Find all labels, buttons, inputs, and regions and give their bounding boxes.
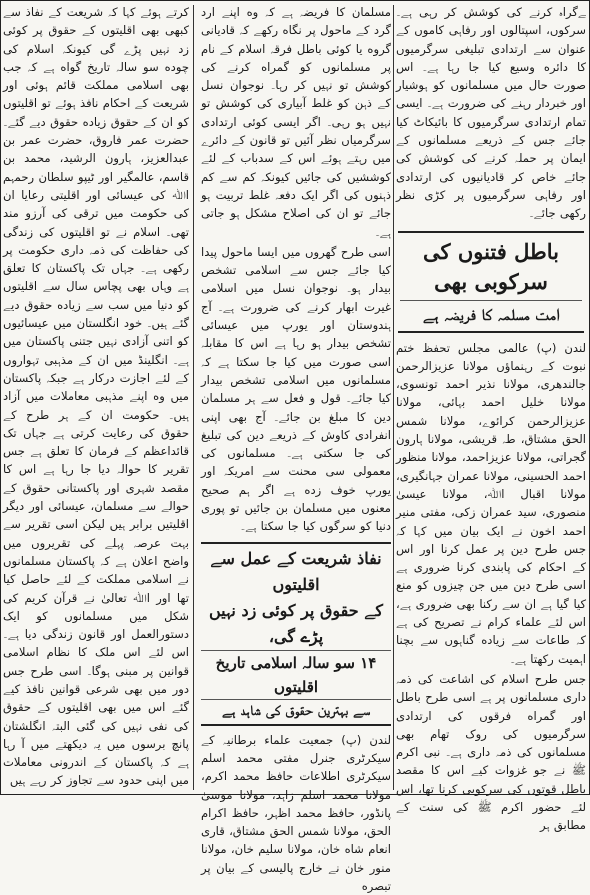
- column-right: [396, 3, 586, 833]
- article-paragraph: ﮐﺮﺗﮯ ﮨﻮﺋﮯ ﮐﮩﺎ ﮐﮧ ﺷﺮﯾﻌﺖ ﮐﮯ ﻧﻔﺎذ ﺳﮯ ﮐﺒﮭﯽ ﺑﮭﯽ اﻗﻠﯿﺘﻮں ﮐﮯ ﺣﻘﻮق ﭘﺮ ﮐﻮﺋﯽ زد ﻧﮩﯿﮟ ﭘﮍے ﮔﯽ ﮐﯿﻮﻧﮑﮧ اﺳﻼم ﮐﯽ ﭼﻮده ﺳﻮ ﺳﺎﻟﮧ ﺗﺎرﯾﺦ ﮔﻮاه ﮨﮯ ﮐﮧ ﺟﺐ ﺑﮭﯽ اﺳﻼﻣﯽ ﻣﻤﻠﮑﺖ ﻗﺎﺋﻢ ﮨﻮﺋﯽ اور ﺷﺮﯾﻌﺖ ﮐﮯ اﺣﮑﺎم ﻧﺎﻓﺬ ﮨﻮﺋﮯ ﺗﻮ اﻗﻠﯿﺘﻮں ﮐﻮ ان ﮐﮯ ﺣﻘﻮق زﯾﺎده ﺣﻘﻮق دﯾﮯ ﮔﺌﮯ۔ ﺣﻀﺮت ﻋﻤﺮ ﻓﺎروق، ﺣﻀﺮت ﻋﻤﺮ ﺑﻦ ﻋﺒﺪاﻟﻌﺰﯾﺰ، ﮨﺎرون اﻟﺮﺷﯿﺪ، ﻣﺤﻤﺪ ﺑﻦ ﻗﺎﺳﻢ، ﻋﺎﻟﻤﮕﯿﺮ اور ﭨﯿﭙﻮ ﺳﻠﻄﺎن رﺣﻤﮩﻢ اﷲ ﮐﯽ ﻋﯿﺴﺎﺋﯽ اور اﻗﻠﯿﺘﯽ رﻋﺎﯾﺎ ان ﮐﯽ ﺣﮑﻮﻣﺖ ﻣﯿﮟ ﺗﺮﻗﯽ ﮐﯽ آرزو ﻣﻨﺪ ﺗﮭﯽ۔ اﺳﻼم ﻧﮯ ﺗﻮ اﻗﻠﯿﺘﻮں ﮐﯽ زﻧﺪﮔﯽ ﮐﯽ ﺣﻔﺎﻇﺖ ﮐﯽ ذﻣﮧ داری ﺣﮑﻮﻣﺖ ﭘﺮ رﮐﮭﯽ ﮨﮯ۔ ﺟﮩﺎں ﺗﮏ ﭘﺎﮐﺴﺘﺎن ﮐﺎ ﺗﻌﻠﻖ ﮨﮯ وﮨﺎں ﺑﮭﯽ ﭘﭽﺎس ﺳﺎل ﺳﮯ اﻗﻠﯿﺘﻮں ﮐﻮ دﻧﯿﺎ ﻣﯿﮟ ﺳﺐ ﺳﮯ زﯾﺎده ﺣﻘﻮق دﯾﮯ ﮔﺌﮯ ﮨﯿﮟ۔ ﺧﻮد اﻧﮕﻠﺴﺘﺎن ﻣﯿﮟ ﻋﯿﺴﺎﺋﯿﻮں ﮐﻮ اﺗﻨﯽ آزادی ﻧﮩﯿﮟ ﺟﺘﻨﯽ ﭘﺎﮐﺴﺘﺎن ﻣﯿﮟ ﮨﮯ۔ اﻧﮕﻠﯿﻨﮉ ﻣﯿﮟ ان ﮐﮯ ﻣﺬﮨﺒﯽ ﺗﮩﻮاروں ﮐﮯ ﻟﺌﮯ اﺟﺎزت درﮐﺎر ﮨﮯ ﺟﺒﮑﮧ ﭘﺎﮐﺴﺘﺎن ﻣﯿﮟ وه اﭘﻨﮯ ﻣﺬﮨﺒﯽ ﻣﻌﺎﻣﻼت ﻣﯿﮟ آزاد ﮨﯿﮟ۔ ﺣﮑﻮﻣﺖ ان ﮐﮯ ﮨﺮ ﻃﺮح ﮐﮯ ﺣﻘﻮق ﮐﯽ رﻋﺎﯾﺖ ﮐﺮﺗﯽ ﮨﮯ ﺟﮩﺎں ﺗﮏ ﻗﺎﺋﺪاﻋﻈﻢ ﮐﮯ ﻓﺮﻣﺎن ﮐﺎ ﺗﻌﻠﻖ ﮨﮯ ﺟﺲ ﺗﻘﺮﯾﺮ ﮐﺎ ﺣﻮاﻟﮧ دﯾﺎ ﺟﺎ رﮨﺎ ﮨﮯ اس ﮐﺎ ﻣﻘﺼﺪ ﺷﮩﺮی اور ﭘﺎﮐﺴﺘﺎﻧﯽ ﺣﻘﻮق ﮐﮯ ﺣﻮاﻟﮯ ﺳﮯ ﻣﺴﻠﻤﺎن، ﻋﯿﺴﺎﺋﯽ اور دﯾﮕﺮ اﻗﻠﯿﺘﯿﮟ ﺑﺮاﺑﺮ ﮨﯿﮟ ﻟﯿﮑﻦ اﺳﯽ ﺗﻘﺮﯾﺮ ﺳﮯ ﺑﮩﺖ ﻋﺮﺻﮧ ﭘﮩﻠﮯ ﮐﯽ ﺗﻘﺮﯾﺮوں ﻣﯿﮟ واﺿﺢ اﻋﻼن ﮨﮯ ﮐﮧ ﭘﺎﮐﺴﺘﺎن ﻣﺴﻠﻤﺎﻧﻮں ﻧﮯ اﺳﻼﻣﯽ ﻣﻤﻠﮑﺖ ﮐﮯ ﻟﺌﮯ ﺣﺎﺻﻞ ﮐﯿﺎ ﺗﮭﺎ اور اﷲ ﺗﻌﺎﻟﯽٰ ﻧﮯ ﻗﺮآن ﮐﺮﯾﻢ ﮐﯽ ﺷﮑﻞ ﻣﯿﮟ ﻣﺴﻠﻤﺎﻧﻮں ﮐﻮ اﯾﮏ دﺳﺘﻮراﻟﻌﻤﻞ اور ﻗﺎﻧﻮن زﻧﺪﮔﯽ دﯾﺎ ﮨﮯ۔ اس ﻟﺌﮯ اس ﻣﻠﮏ ﮐﺎ ﻧﻈﺎم اﺳﻼﻣﯽ ﻗﻮاﻧﯿﻦ ﭘﺮ ﻣﺒﻨﯽ ﮨﻮﮔﺎ۔ اﺳﯽ ﻃﺮح ﺟﺲ دور ﻣﯿﮟ ﺑﮭﯽ ﺷﺮﻋﯽ ﻗﻮاﻧﯿﻦ ﻧﺎﻓﺬ ﮐﯿﮯ ﮔﺌﮯ اس ﻣﯿﮟ ﺑﮭﯽ اﻗﻠﯿﺘﻮں ﮐﮯ ﺣﻘﻮق ﮐﯽ ﻧﻔﯽ ﻧﮩﯿﮟ ﮐﯽ ﮔﺌﯽ اﻟﺒﺘﮧ اﻧﮕﻠﺸﺘﺎن ﭘﺎﻧﭻ ﺑﺮﺳﻮں ﻣﯿﮟ ﯾﮧ دﯾﮑﮭﺘﮯ ﻣﯿﮟ آ رﮨﺎ ﮨﮯ ﮐﮧ ﭘﺎﮐﺴﺘﺎن ﮐﮯ اﻧﺪروﻧﯽ ﻣﻌﺎﻣﻼت ﻣﯿﮟ اﭘﻨﯽ ﺣﺪود ﺳﮯ ﺗﺠﺎوز ﮐﺮ رﮨﮯ ﮨﯿﮟ: [3, 5, 189, 788]
- headline-line: ﮐﮯ ﺣﻘﻮق ﭘﺮ ﮐﻮﺋﯽ زد ﻧﮩﯿﮟ ﭘﮍے ﮔﯽ،: [208, 600, 384, 646]
- column-divider: [193, 5, 194, 790]
- headline-box: [201, 542, 391, 726]
- headline-line: ۱۴ ﺳﻮ ﺳﺎﻟﮧ اﺳﻼﻣﯽ ﺗﺎرﯾﺦ اﻗﻠﯿﺘﻮں: [201, 650, 391, 700]
- headline-main: ﺑﺎﻃﻞ ﻓﺘﻨﻮں ﮐﯽ ﺳﺮﮐﻮﺑﯽ ﺑﮭﯽ: [423, 238, 559, 294]
- column-divider: [393, 5, 394, 790]
- article-paragraph: ﮯﮔﺮاہ ﮐﺮﻧﮯ ﮐﯽ ﮐﻮﺷﺶ ﮐﺮ رﮨﯽ ﮨﮯ۔ ﺳﺮﮐﻮں، اﺳﭙﺘﺎﻟﻮں اور رﻓﺎﮨﯽ ﮐﺎﻣﻮں ﮐﮯ ﻋﻨﻮان ﺳﮯ ارﺗﺪادی ﺗﺒﻠﯿﻐﯽ ﺳﺮﮔﺮﻣﯿﻮں ﮐﺎ داﺋﺮه وﺳﯿﻊ ﮐﯿﺎ ﺟﺎ رﮨﺎ ﮨﮯ۔ اس ﺻﻮرت ﺣﺎل ﻣﯿﮟ ﻣﺴﻠﻤﺎﻧﻮں ﮐﻮ ﮨﻮﺷﯿﺎر اور ﺧﺒﺮدار رﮨﻨﮯ ﮐﯽ ﺿﺮورت ﮨﮯ۔ اﯾﺴﯽ ﺗﻤﺎم ارﺗﺪادی ﺳﺮﮔﺮﻣﯿﻮں ﮐﺎ ﺑﺎﺋﯿﮑﺎٹ ﮐﯿﺎ ﺟﺎﺋﮯ ﺟﺲ ﮐﮯ ذرﯾﻌﮯ ﻣﺴﻠﻤﺎﻧﻮں ﮐﮯ اﯾﻤﺎن ﭘﺮ ﺣﻤﻠﮧ ﮐﺮﻧﮯ ﮐﯽ ﮐﻮﺷﺶ ﮐﯽ ﺟﺎﺋﮯ ﺧﺎص ﮐﺮ ﻗﺎدﯾﺎﻧﯿﻮں ﮐﯽ ارﺗﺪادی اور رﻓﺎﮨﯽ ﺳﺮﮔﺮﻣﯿﻮں ﭘﺮ ﮐﮍی ﻧﻈﺮ رﮐﮭﯽ ﺟﺎﺋﮯ۔: [396, 5, 586, 221]
- article-paragraph: ﻟﻨﺪن (پ) ﺟﻤﻌﯿﺖ ﻋﻠﻤﺎء ﺑﺮﻃﺎﻧﯿﮧ ﮐﮯ ﺳﯿﮑﺮﭨﺮی ﺟﻨﺮل ﻣﻔﺘﯽ ﻣﺤﻤﺪ اﺳﻠﻢ ﺳﯿﮑﺮﭨﺮی اﻃﻼﻋﺎت ﺣﺎﻓﻆ ﻣﺤﻤﺪ اﮐﺮم، ﻣﻮﻻﻧﺎ ﻣﺤﻤﺪ اﺳﻠﻢ زاﮨﺪ، ﻣﻮﻻﻧﺎ ﻣﻮﺳﯽٰ ﭘﺎﻧﮉور، ﺣﺎﻓﻆ ﻣﺤﻤﺪ اﻇﮩﺮ، ﺣﺎﻓﻆ اﮐﺮام اﻟﺤﻖ، ﻣﻮﻻﻧﺎ ﺷﻤﺲ اﻟﺤﻖ ﻣﺸﺘﺎق، ﻗﺎری اﻧﻌﺎم ﺷﺎه ﺧﺎن، ﻣﻮﻻﻧﺎ ﺳﻠﯿﻢ ﺧﺎن، ﻣﻮﻻﻧﺎ ﻣﻨﻮر ﺧﺎن ﻧﮯ ﺧﺎرج ﭘﺎﻟﯿﺴﯽ ﮐﮯ ﺑﯿﺎن ﭘﺮ ﺗﺒﺼﺮه: [201, 732, 391, 893]
- headline-line: ﻧﻔﺎذ ﺷﺮﯾﻌﺖ ﮐﮯ ﻋﻤﻞ ﺳﮯ اﻗﻠﯿﺘﻮں: [210, 548, 382, 594]
- column-middle: [201, 3, 391, 893]
- headline-sub: اﻣﺖ ﻣﺴﻠﻤﮧ ﮐﺎ ﻓﺮﯾﻀﮧ ﮨﮯ: [400, 300, 582, 327]
- headline-box: [398, 231, 584, 333]
- article-paragraph: اﺳﯽ ﻃﺮح ﮔﮭﺮوں ﻣﯿﮟ اﯾﺴﺎ ﻣﺎﺣﻮل ﭘﯿﺪا ﮐﯿﺎ ﺟﺎﺋﮯ ﺟﺲ ﺳﮯ اﺳﻼﻣﯽ ﺗﺸﺨﺺ ﺑﯿﺪار ﮨﻮ۔ ﻧﻮﺟﻮان ﻧﺴﻞ ﻣﯿﮟ اﺳﻼﻣﯽ ﻏﯿﺮت اﺑﮭﺎر ﮐﺮﻧﮯ ﮐﯽ ﺿﺮورت ﮨﮯ۔ آج ﮨﻨﺪوﺳﺘﺎن اور ﯾﻮرپ ﻣﯿﮟ ﻋﯿﺴﺎﺋﯽ ﺗﺸﺨﺺ ﺑﯿﺪار ﮨﻮ رﮨﺎ ﮨﮯ اس ﮐﺎ ﻣﻘﺎﺑﻠﮧ اﺳﯽ ﺻﻮرت ﻣﯿﮟ ﮐﯿﺎ ﺟﺎ ﺳﮑﺘﺎ ﮨﮯ ﮐﮧ ﻣﺴﻠﻤﺎﻧﻮں ﻣﯿﮟ اﺳﻼﻣﯽ ﺗﺸﺨﺺ ﺑﯿﺪار ﮐﯿﺎ ﺟﺎﺋﮯ۔ ﻗﻮل و ﻓﻌﻞ ﺳﮯ ﮨﺮ ﻣﺴﻠﻤﺎن دﯾﻦ ﮐﺎ ﻣﺒﻠﻎ ﺑﻦ ﺟﺎﺋﮯ۔ آج ﺑﮭﯽ اﭘﻨﯽ اﻧﻔﺮادی ﮐﺎوش ﮐﮯ ذرﯾﻌﮯ دﯾﻦ ﮐﯽ ﺗﺒﻠﯿﻎ ﮐﯽ ﺟﺎ ﺳﮑﺘﯽ ﮨﮯ۔ ﻣﺴﻠﻤﺎﻧﻮں ﮐﯽ ﻣﻌﻤﻮﻟﯽ ﺳﯽ ﻣﺤﻨﺖ ﺳﮯ اﻣﺮﯾﮑﮧ اور ﯾﻮرپ ﺧﻮف زده ﮨﮯ اﮔﺮ ﮨﻢ ﺻﺤﯿﺢ ﻣﻌﻨﻮں ﻣﯿﮟ ﻣﺴﻠﻤﺎن ﺑﻦ ﺟﺎﺋﯿﮟ ﺗﻮ ﭘﻮری دﻧﯿﺎ ﮐﻮ ﺳﺮﮔﻮں ﮐﯿﺎ ﺟﺎ ﺳﮑﺘﺎ ﮨﮯ۔: [201, 244, 391, 534]
- article-paragraph: ﻣﺴﻠﻤﺎن ﮐﺎ ﻓﺮﯾﻀﮧ ﮨﮯ ﮐﮧ وه اﭘﻨﮯ ارد ﮔﺮد ﮐﮯ ﻣﺎﺣﻮل ﭘﺮ ﻧﮕﺎه رﮐﮭﮯ ﮐﮧ ﻗﺎدﯾﺎﻧﯽ ﮔﺮوه ﯾﺎ ﮐﻮﺋﯽ ﺑﺎﻃﻞ ﻓﺮﻗﮧ اﺳﻼم ﮐﮯ ﻧﺎم ﭘﺮ ﻣﺴﻠﻤﺎﻧﻮں ﮐﻮ ﮔﻤﺮاه ﮐﺮﻧﮯ ﮐﯽ ﮐﻮﺷﺶ ﺗﻮ ﻧﮩﯿﮟ ﮐﺮ رﮨﺎ۔ ﻧﻮﺟﻮان ﻧﺴﻞ ﮐﮯ ذﮨﻦ ﮐﻮ ﻏﻠﻂ آﺑﯿﺎری ﮐﯽ ﮐﻮﺷﺶ ﺗﻮ ﻧﮩﯿﮟ ﮨﻮ رﮨﯽ۔ اﮔﺮ اﯾﺴﯽ ﮐﻮﺋﯽ ارﺗﺪادی ﺳﺮﮔﺮﻣﯿﺎں ﻧﻈﺮ آﺋﯿﮟ ﺗﻮ ﻗﺎﻧﻮن ﮐﮯ داﺋﺮے ﻣﯿﮟ رﮨﺘﮯ ﮨﻮﺋﮯ اس ﮐﮯ ﺳﺪﺑﺎب ﮐﮯ ﻟﺌﮯ ﮐﻮﺷﺸﯿﮟ ﮐﯽ ﺟﺎﺋﯿﮟ ﮐﯿﻮﻧﮑﮧ ﮐﻢ ﺳﮯ ﮐﻢ ذﮨﻨﻮں ﮐﯽ اﮔﺮ اﯾﮏ دﻓﻌﮧ ﻏﻠﻂ ﺗﺮﺑﯿﺖ ﮨﻮ ﺟﺎﺋﮯ ﺗﻮ ان ﮐﯽ اﺻﻼح ﻣﺸﮑﻞ ﮨﻮ ﺟﺎﺗﯽ ﮨﮯ۔: [201, 5, 391, 239]
- article-paragraph: ﺟﺲ ﻃﺮح اﺳﻼم ﮐﯽ اﺷﺎﻋﺖ ﮐﯽ ذﻣﮧ داری ﻣﺴﻠﻤﺎﻧﻮں ﭘﺮ ﮨﮯ اﺳﯽ ﻃﺮح ﺑﺎﻃﻞ اور ﮔﻤﺮاه ﻓﺮﻗﻮں ﮐﯽ ارﺗﺪادی ﺳﺮﮔﺮﻣﯿﻮں ﮐﯽ روک ﺗﮭﺎم ﺑﮭﯽ ﻣﺴﻠﻤﺎﻧﻮں ﮐﯽ ذﻣﮧ داری ﮨﮯ۔ ﻧﺒﯽ اﮐﺮم ﷺ ﻧﮯ ﺟﻮ ﻏﺰوات ﮐﯿﮯ اس ﮐﺎ ﻣﻘﺼﺪ ﺑﺎﻃﻞ ﻗﻮﺗﻮں ﮐﯽ ﺳﺮﮐﻮﺑﯽ ﮐﺮﻧﺎ ﺗﮭﺎ، اس ﻟﺌﮯ ﺣﻀﻮر اﮐﺮم ﷺ ﮐﯽ ﺳﻨﺖ ﮐﮯ ﻣﻄﺎﺑﻖ ﮨﺮ: [396, 671, 586, 833]
- column-left: [3, 3, 189, 792]
- headline-line: ﺳﮯ ﺑﮩﺘﺮﯾﻦ ﺣﻘﻮق ﮐﯽ ﺷﺎﮨﺪ ﮨﮯ: [221, 702, 371, 719]
- article-paragraph: ﻟﻨﺪن (پ) ﻋﺎﻟﻤﯽ ﻣﺠﻠﺲ ﺗﺤﻔﻆ ﺧﺘﻢ ﻧﺒﻮت ﮐﮯ رﮨﻨﻤﺎؤں ﻣﻮﻻﻧﺎ ﻋﺰﯾﺰاﻟﺮﺣﻤﻦ ﺟﺎﻟﻨﺪﮬﺮی، ﻣﻮﻻﻧﺎ ﻧﺬﯾﺮ اﺣﻤﺪ ﺗﻮﻧﺴﻮی، ﻣﻮﻻﻧﺎ ﺧﻠﯿﻞ اﺣﻤﺪ ﺑﮩﺎﺋﯽ، ﻣﻮﻻﻧﺎ ﻋﺰﯾﺰاﻟﺮﺣﻤﻦ ﮐﺮاﺋﻮے، ﻣﻮﻻﻧﺎ ﺷﻤﺲ اﻟﺤﻖ ﻣﺸﺘﺎق، ﻃﮧ ﻗﺮﯾﺸﯽ، ﻣﻮﻻﻧﺎ ﮨﺎرون ﮔﺠﺮاﺗﯽ، ﻣﻮﻻﻧﺎ ﻋﺰﯾﺰاﺣﻤﺪ، ﻣﻮﻻﻧﺎ ﻣﻨﻈﻮر اﺣﻤﺪ اﻟﺤﺴﯿﻨﯽ، ﻣﻮﻻﻧﺎ ﻋﻤﺮان ﺟﮩﺎﻧﮕﯿﺮی، ﻣﻮﻻﻧﺎ اﻗﺒﺎل اﷲ، ﻣﻮﻻﻧﺎ ﻋﯿﺴﯽٰ ﻣﻨﺼﻮری، ﺳﯿﺪ ﻋﻤﺮان زﮐﯽ، ﻣﻔﺘﯽ ﻣﻨﯿﺮ اﺣﻤﺪ اﺧﻮن ﻧﮯ اﯾﮏ ﺑﯿﺎن ﻣﯿﮟ ﮐﮩﺎ ﮐﮧ ﺟﺲ ﻃﺮح دﯾﻦ ﭘﺮ ﻋﻤﻞ ﮐﺮﻧﺎ اور اس ﮐﮯ اﺣﮑﺎم ﮐﯽ ﭘﺎﺑﻨﺪی ﮐﺮﻧﺎ ﺿﺮوری ﮨﮯ اﺳﯽ ﻃﺮح دﯾﻦ ﻣﯿﮟ ﺟﻦ ﭼﯿﺰوں ﮐﻮ ﻣﻨﻊ ﮐﯿﺎ ﮔﯿﺎ ﮨﮯ ان ﺳﮯ رﮐﻨﺎ ﺑﮭﯽ ﺿﺮوری ﮨﮯ، اس ﻟﺌﮯ ﻋﻠﻤﺎء ﮐﺮام ﻧﮯ ﺗﺼﺮﯾﺢ ﮐﯽ ﮨﮯ ﮐﮧ ﻃﺎﻋﺎت ﺳﮯ زﯾﺎده ﮔﻨﺎﮨﻮں ﺳﮯ ﺑﭽﻨﺎ اﮨﻤﯿﺖ رﮐﮭﺘﺎ ﮨﮯ۔: [396, 340, 586, 666]
